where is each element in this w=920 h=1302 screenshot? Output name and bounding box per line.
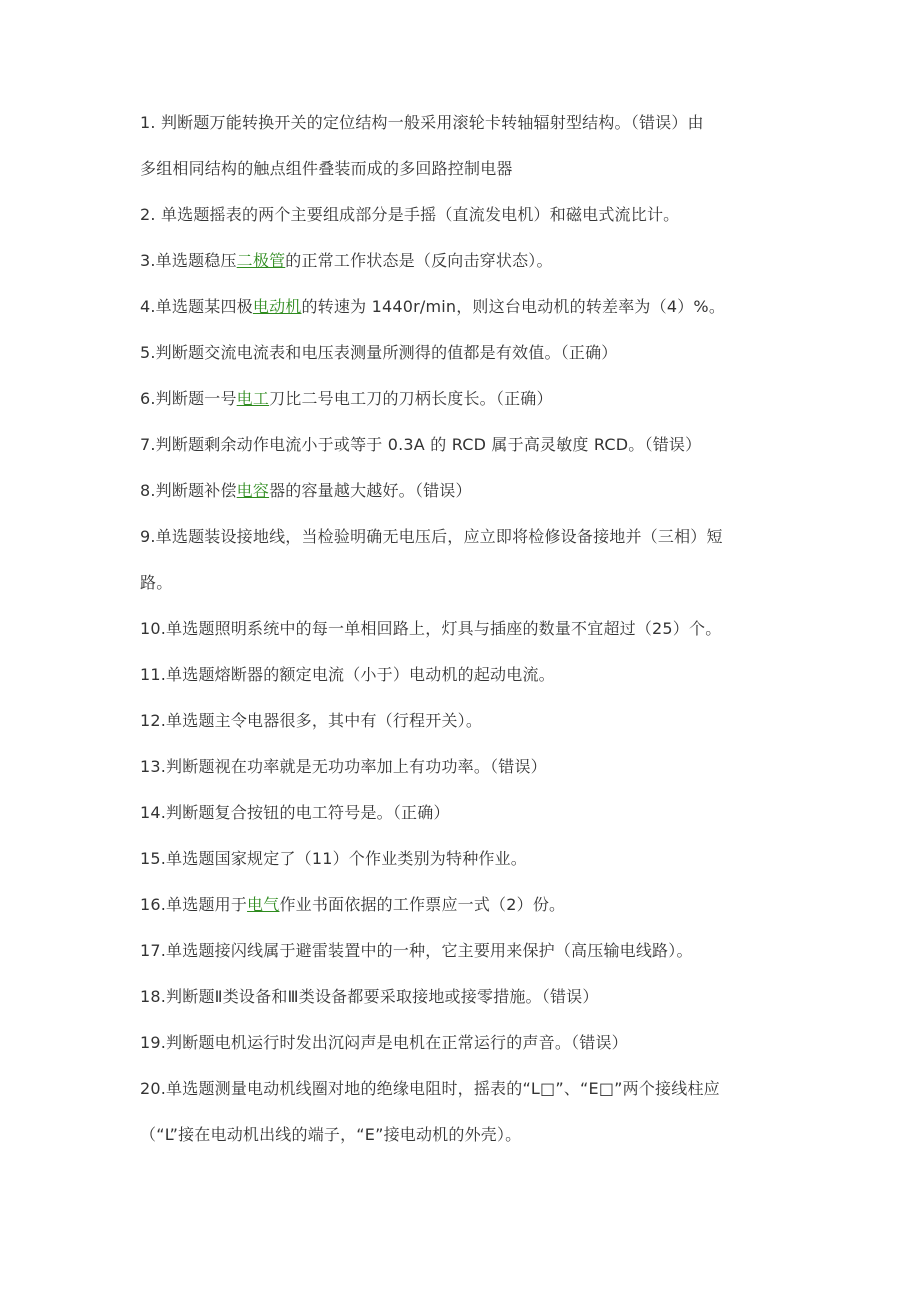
question-20-line-2: （“L”接在电动机出线的端子，“E”接电动机的外壳）。	[140, 1125, 522, 1144]
question-4-text-end: 的转速为 1440r/min，则这台电动机的转差率为（4）%。	[301, 297, 726, 316]
link-electrical[interactable]: 电气	[247, 895, 280, 914]
link-capacitor[interactable]: 电容	[236, 481, 270, 500]
question-1-line-2: 多组相同结构的触点组件叠装而成的多回路控制电器	[140, 159, 513, 178]
question-4	[140, 295, 800, 319]
question-14: 14.判断题复合按钮的电工符号是。（正确）	[140, 803, 450, 822]
question-8-text-start: 8.判断题补偿	[140, 481, 237, 500]
question-16-text-start: 16.单选题用于	[140, 895, 248, 914]
question-3	[140, 249, 800, 273]
question-1-line-1: 1. 判断题万能转换开关的定位结构一般采用滚轮卡转轴辐射型结构。（错误）由	[140, 113, 704, 132]
question-10: 10.单选题照明系统中的每一单相回路上，灯具与插座的数量不宜超过（25）个。	[140, 619, 722, 638]
question-7: 7.判断题剩余动作电流小于或等于 0.3A 的 RCD 属于高灵敏度 RCD。（错误）	[140, 435, 702, 454]
question-5: 5.判断题交流电流表和电压表测量所测得的值都是有效值。（正确）	[140, 343, 618, 362]
question-6-text-start: 6.判断题一号	[140, 389, 237, 408]
question-16-text-end: 作业书面依据的工作票应一式（2）份。	[279, 895, 566, 914]
question-15: 15.单选题国家规定了（11）个作业类别为特种作业。	[140, 849, 528, 868]
question-8	[140, 479, 800, 503]
question-17: 17.单选题接闪线属于避雷装置中的一种，它主要用来保护（高压输电线路）。	[140, 941, 693, 960]
question-16	[140, 893, 800, 917]
question-13: 13.判断题视在功率就是无功功率加上有功功率。（错误）	[140, 757, 547, 776]
question-3-text-start: 3.单选题稳压	[140, 251, 237, 270]
link-electrician[interactable]: 电工	[236, 389, 270, 408]
question-3-text-end: 的正常工作状态是（反向击穿状态）。	[285, 251, 553, 270]
question-20-line-1: 20.单选题测量电动机线圈对地的绝缘电阻时，摇表的“L□”、“E□”两个接线柱应	[140, 1079, 720, 1098]
question-6	[140, 387, 800, 411]
question-9-line-2: 路。	[140, 573, 173, 592]
question-18: 18.判断题Ⅱ类设备和Ⅲ类设备都要采取接地或接零措施。（错误）	[140, 987, 599, 1006]
link-motor[interactable]: 电动机	[252, 297, 302, 316]
question-19: 19.判断题电机运行时发出沉闷声是电机在正常运行的声音。（错误）	[140, 1033, 628, 1052]
question-12: 12.单选题主令电器很多，其中有（行程开关）。	[140, 711, 483, 730]
question-6-text-end: 刀比二号电工刀的刀柄长度长。（正确）	[269, 389, 553, 408]
question-9-line-1: 9.单选题装设接地线，当检验明确无电压后，应立即将检修设备接地并（三相）短	[140, 527, 723, 546]
question-4-text-start: 4.单选题某四极	[140, 297, 253, 316]
question-8-text-end: 器的容量越大越好。（错误）	[269, 481, 472, 500]
link-diode[interactable]: 二极管	[236, 251, 286, 270]
question-2: 2. 单选题摇表的两个主要组成部分是手摇（直流发电机）和磁电式流比计。	[140, 205, 680, 224]
question-11: 11.单选题熔断器的额定电流（小于）电动机的起动电流。	[140, 665, 555, 684]
